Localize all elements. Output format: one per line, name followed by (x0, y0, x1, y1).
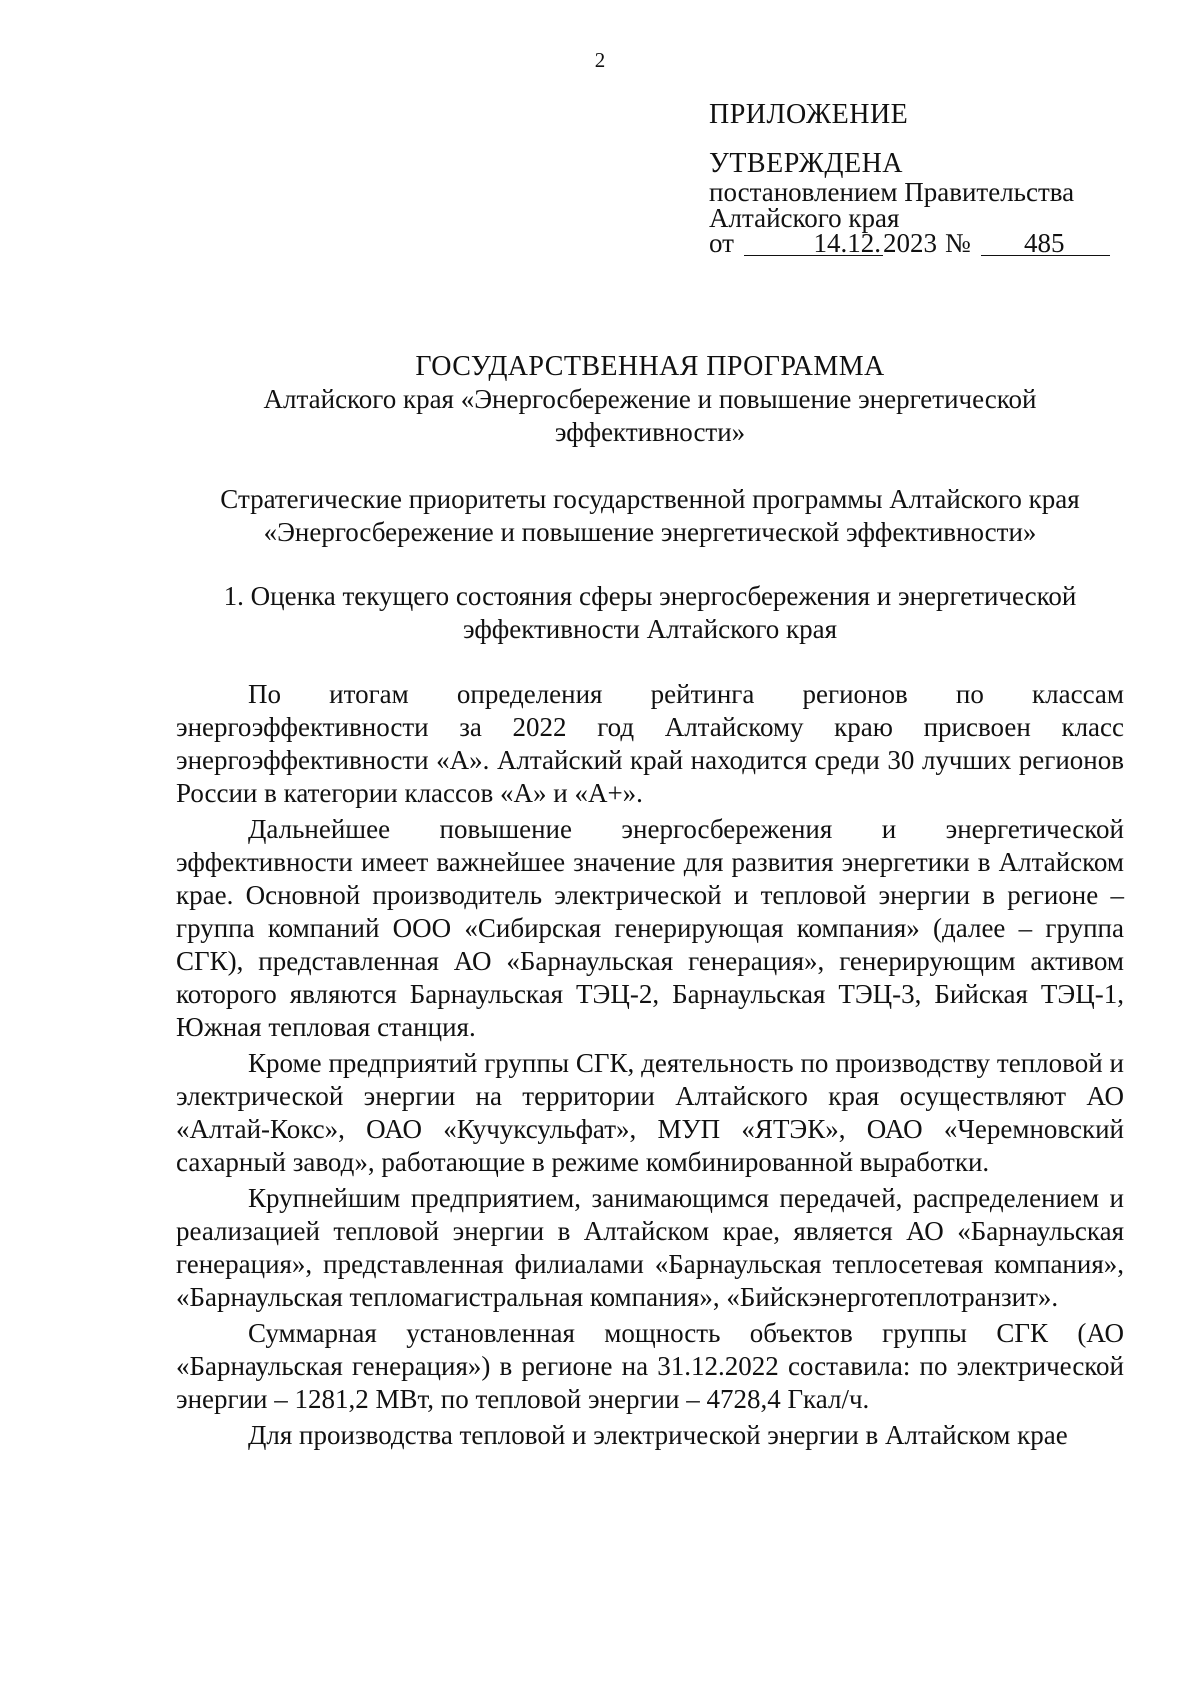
section-line1: 1. Оценка текущего состояния сферы энергосбережения и энергетической (223, 581, 1077, 611)
program-title: ГОСУДАРСТВЕННАЯ ПРОГРАММА (415, 351, 885, 382)
paragraph: Крупнейшим предприятием, занимающимся передачей, распределением и реализацией тепловой энергии в Алтайском крае, является АО «Барнаульская генерация», представленная филиалами «Барнаульская теплосетевая компания», «Барнаульская тепломагистральная компания», «Бийскэнерготеплотранзит». (176, 1183, 1124, 1312)
priorities-heading (170, 483, 1130, 549)
approval-block (709, 100, 1129, 258)
section-line2: эффективности Алтайского края (462, 614, 838, 644)
date-value: 14.12. (744, 231, 883, 256)
program-subtitle-line1: Алтайского края «Энергосбережение и повышение энергетической (263, 384, 1037, 414)
date-year: 2023 (882, 228, 937, 258)
number-sign: № (944, 228, 971, 258)
approved-by-line: постановлением Правительства (709, 177, 1075, 207)
paragraph: Кроме предприятий группы СГК, деятельность по производству тепловой и электрической энергии на территории Алтайского края осуществляют АО «Алтай-Кокс», ОАО «Кучуксульфат», МУП «ЯТЭК», ОАО «Черемновский сахарный завод», работающие в режиме комбинированной выработки. (176, 1048, 1124, 1177)
program-subtitle-line2: эффективности» (554, 417, 746, 447)
section-heading (170, 580, 1130, 646)
paragraph: По итогам определения рейтинга регионов по классам энергоэффективности за 2022 год Алтайскому краю присвоен класс энергоэффективности «А». Алтайский край находится среди 30 лучших регионов России в категории классов «А» и «А+». (176, 679, 1124, 808)
priorities-line1: Стратегические приоритеты государственной программы Алтайского края (220, 484, 1080, 514)
document-number: 485 (981, 231, 1110, 256)
appendix-title: ПРИЛОЖЕНИЕ (709, 99, 909, 130)
paragraph: Для производства тепловой и электрической энергии в Алтайском крае (248, 1420, 1068, 1450)
approved-by-region: Алтайского края (709, 203, 900, 233)
priorities-line2: «Энергосбережение и повышение энергетической эффективности» (263, 517, 1037, 547)
page-number: 2 (594, 48, 606, 72)
approval-date-line (709, 229, 1129, 258)
approved-label: УТВЕРЖДЕНА (709, 148, 904, 179)
paragraph: Суммарная установленная мощность объектов группы СГК (АО «Барнаульская генерация») в регионе на 31.12.2022 составила: по электрической энергии – 1281,2 МВт, по тепловой энергии – 4728,4 Гкал/ч. (176, 1318, 1124, 1414)
paragraph: Дальнейшее повышение энергосбережения и энергетической эффективности имеет важнейшее значение для развития энергетики в Алтайском крае. Основной производитель электрической и тепловой энергии в регионе – группа компаний ООО «Сибирская генерирующая компания» (далее – группа СГК), представленная АО «Барнаульская генерация», генерирующим активом которого являются Барнаульская ТЭЦ-2, Барнаульская ТЭЦ-3, Бийская ТЭЦ-1, Южная тепловая станция. (176, 814, 1124, 1042)
body-text (176, 678, 1124, 1455)
program-heading (170, 350, 1130, 449)
date-prefix: от (709, 228, 734, 258)
